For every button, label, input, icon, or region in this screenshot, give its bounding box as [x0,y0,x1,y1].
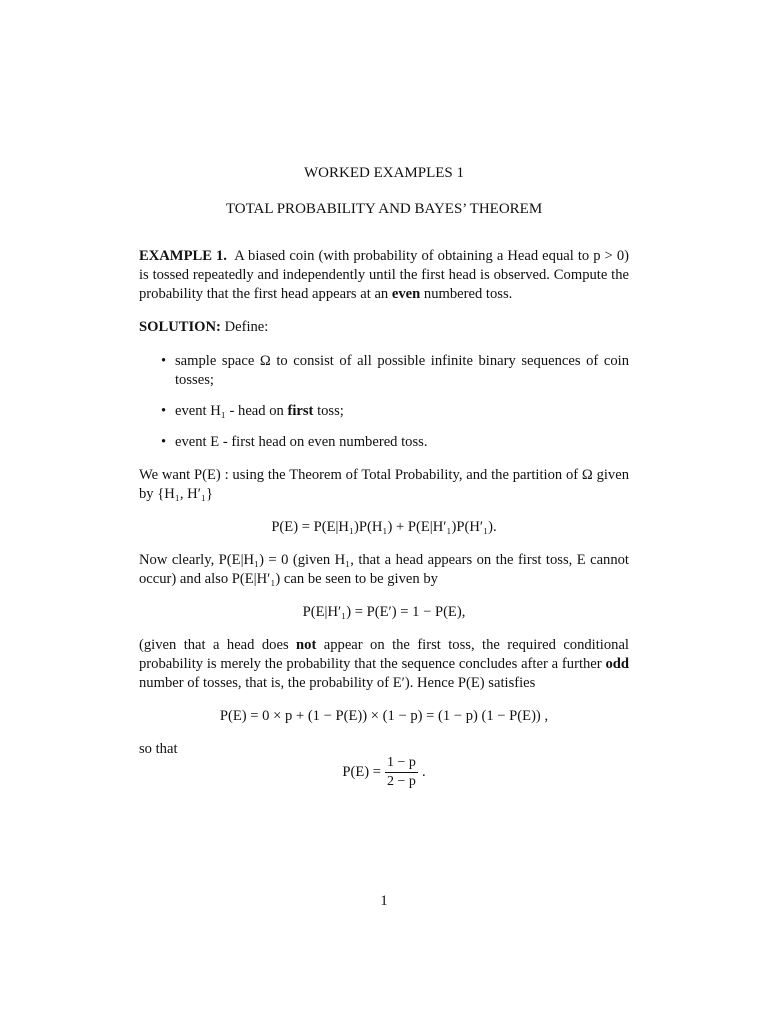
solution-paragraph [139,318,629,337]
bullet-text: event E - first head on even numbered toss. [175,434,428,450]
result-lhs: P(E) = [342,764,382,780]
definition-list [139,352,629,452]
given-text-a: (given that a head does [139,637,289,653]
fraction-denominator: 2 − p [387,774,416,789]
complement-equation: P(E|H′₁) = P(E′) = 1 − P(E), [302,604,466,620]
bullet-emphasis: first [287,403,314,419]
example-text-2: p > 0) is tossed repeatedly and independently until the first head is observed. Compute the probability that the first head appears at an [139,248,629,302]
example-text-1: A biased coin (with probability of obtaining a Head equal to [234,248,590,264]
result-equation [139,755,629,795]
bullet-marker: • [161,353,167,369]
solution-text: Define: [224,319,269,335]
so-that-text: so that [139,741,178,757]
bullet-marker: • [161,434,167,450]
want-paragraph: We want P(E) : using the Theorem of Total Probability, and the partition of Ω given by {H₁, H′₁} [139,467,629,502]
given-text-c: number of tosses, that is, the probability of E′). Hence P(E) satisfies [139,675,536,691]
document-subtitle: TOTAL PROBABILITY AND BAYES’ THEOREM [225,201,543,217]
example-1-paragraph [139,247,629,304]
bullet-marker: • [161,403,167,419]
list-item [139,402,629,421]
fraction-numerator: 1 − p [385,755,418,773]
bullet-text: event H₁ - head on [175,403,284,419]
example-text-3: numbered toss. [423,286,513,302]
clearly-paragraph: Now clearly, P(E|H₁) = 0 (given H₁, that a head appears on the first toss, E cannot occur) and also P(E|H′₁) can be seen to be given by [139,552,629,587]
recursion-equation: P(E) = 0 × p + (1 − P(E)) × (1 − p) = (1 − p) (1 − P(E)) , [219,708,549,724]
given-paragraph [139,636,629,693]
bullet-text: sample space Ω to consist of all possible infinite binary sequences of coin tosses; [175,353,629,388]
list-item [139,352,629,390]
list-item [139,433,629,452]
result-period: . [421,764,426,780]
given-emphasis-not: not [296,637,317,653]
given-emphasis-odd: odd [605,656,629,672]
given-text-b: appear on the first toss, the required conditional probability is merely the probability that the sequence concludes after a further [139,637,629,672]
total-probability-equation: P(E) = P(E|H₁)P(H₁) + P(E|H′₁)P(H′₁). [271,519,497,535]
document-title: WORKED EXAMPLES 1 [304,165,464,181]
bullet-text: toss; [317,403,344,419]
result-fraction [385,755,418,790]
page-number: 1 [380,893,388,909]
solution-label: SOLUTION: [139,319,221,335]
example-emphasis: even [391,286,421,302]
page-body [139,160,629,795]
example-label: EXAMPLE 1. [139,248,227,264]
